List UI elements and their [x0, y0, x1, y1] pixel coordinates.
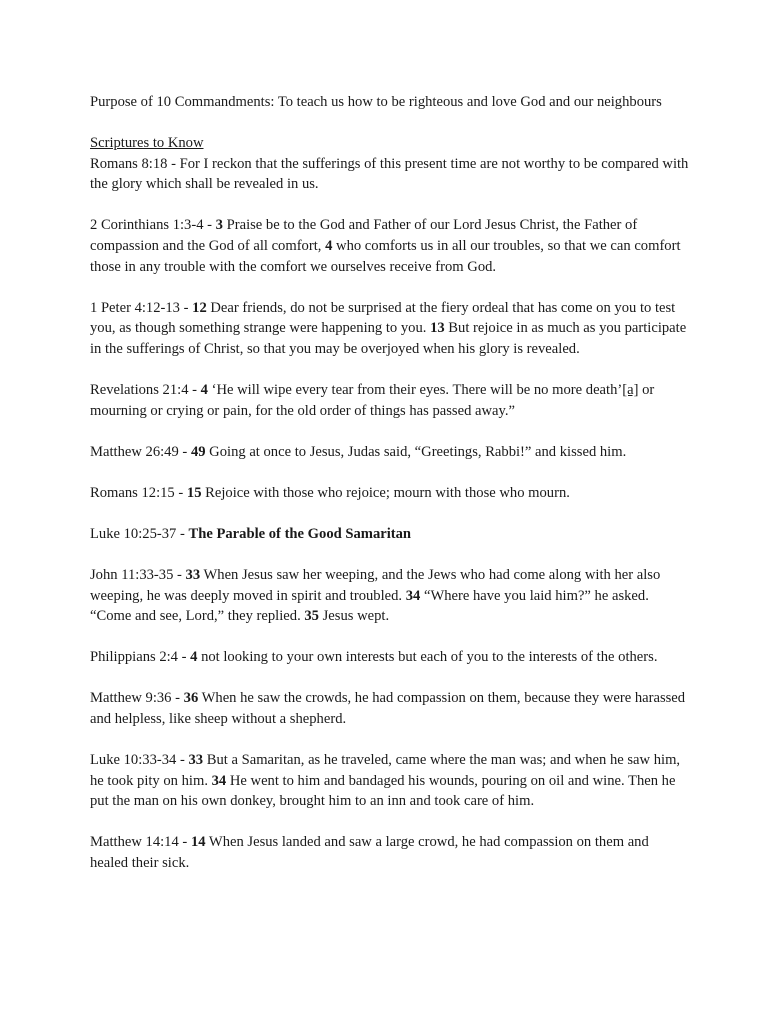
verse-number: 36 [183, 690, 199, 707]
verse-text: When Jesus saw her weeping, and the Jews who had come along with her also weeping, he was deeply moved in spirit and troubled. [90, 566, 661, 604]
verse-ref: Romans 12:15 - [90, 484, 187, 501]
verse-text: But a Samaritan, as he traveled, came where the man was; and when he saw him, he took pity on him. [90, 751, 681, 789]
verse-text: Rejoice with those who rejoice; mourn with those who mourn. [201, 484, 570, 501]
verse-matthew-9 [90, 688, 690, 729]
verse-john-11 [90, 565, 690, 627]
verse-ref: Philippians 2:4 - [90, 649, 191, 666]
verse-text: who comforts us in all our troubles, so that we can comfort those in any trouble with the comfort we ourselves receive from God. [90, 237, 681, 275]
verse-number: 35 [304, 608, 319, 625]
verse-number: 34 [211, 772, 227, 789]
verse-number: 12 [192, 299, 207, 316]
verse-philippians [90, 647, 690, 668]
verse-number: 3 [215, 217, 223, 234]
verse-number: 33 [185, 566, 201, 583]
verse-text: not looking to your own interests but each of you to the interests of the others. [197, 649, 658, 666]
verse-luke-10-33 [90, 750, 690, 812]
verse-1-peter [90, 298, 690, 360]
verse-text: He went to him and bandaged his wounds, pouring on oil and wine. Then he put the man on his own donkey, brought him to an inn and took care of him. [90, 772, 676, 810]
verse-matthew-26 [90, 442, 690, 463]
parable-title: The Parable of the Good Samaritan [188, 525, 412, 542]
verse-ref: Luke 10:25-37 - [90, 525, 189, 542]
verse-text: “Where have you laid him?” he asked. “Come and see, Lord,” they replied. [90, 587, 649, 625]
verse-text: When Jesus landed and saw a large crowd, he had compassion on them and healed their sick. [90, 834, 649, 871]
footnote-link[interactable]: [a] [622, 381, 639, 398]
verse-text: But rejoice in as much as you participate in the sufferings of Christ, so that you may be overjoyed when his glory is revealed. [90, 320, 687, 357]
verse-number: 34 [405, 587, 421, 604]
verse-ref: 2 Corinthians 1:3-4 - [90, 217, 216, 234]
purpose-paragraph: Purpose of 10 Commandments: To teach us how to be righteous and love God and our neighbours [90, 94, 662, 110]
verse-number: 4 [200, 381, 208, 398]
verse-number: 33 [188, 751, 204, 768]
verse-ref: Matthew 14:14 - [90, 834, 191, 851]
verse-text: ‘He will wipe every tear from their eyes. There will be no more death’ [207, 381, 623, 398]
verse-number: 15 [186, 484, 202, 501]
verse-ref: Luke 10:33-34 - [90, 751, 189, 768]
scriptures-heading: Scriptures to Know [90, 135, 204, 152]
verse-text: or mourning or crying or pain, for the old order of things has passed away.” [90, 381, 655, 419]
verse-number: 14 [190, 834, 206, 851]
verse-ref: Revelations 21:4 - [90, 381, 201, 398]
verse-text: Jesus wept. [318, 608, 390, 625]
verse-2-corinthians [90, 215, 690, 277]
verse-text: When he saw the crowds, he had compassion on them, because they were harassed and helpless, like sheep without a shepherd. [90, 690, 686, 727]
verse-ref: Matthew 26:49 - [90, 443, 191, 460]
verse-number: 4 [190, 649, 198, 666]
verse-text: Dear friends, do not be surprised at the fiery ordeal that has come on you to test you, as though something strange were happening to you. [90, 299, 676, 337]
verse-text: Praise be to the God and Father of our Lord Jesus Christ, the Father of compassion and the God of all comfort, [90, 217, 638, 254]
verse-text: Going at once to Jesus, Judas said, “Greetings, Rabbi!” and kissed him. [205, 443, 627, 460]
verse-ref: 1 Peter 4:12-13 - [90, 299, 193, 316]
verse-romans-8-18: Romans 8:18 - For I reckon that the sufferings of this present time are not worthy to be compared with the glory which shall be revealed in us. [90, 155, 689, 193]
verse-luke-parable [90, 524, 690, 545]
verse-revelations [90, 380, 690, 421]
verse-number: 13 [430, 320, 445, 337]
verse-matthew-14 [90, 832, 690, 873]
document-body [90, 92, 690, 894]
verse-ref: Matthew 9:36 - [90, 690, 184, 707]
verse-number: 4 [325, 237, 333, 254]
verse-ref: John 11:33-35 - [90, 566, 186, 583]
verse-romans-12 [90, 483, 690, 504]
verse-number: 49 [190, 443, 206, 460]
